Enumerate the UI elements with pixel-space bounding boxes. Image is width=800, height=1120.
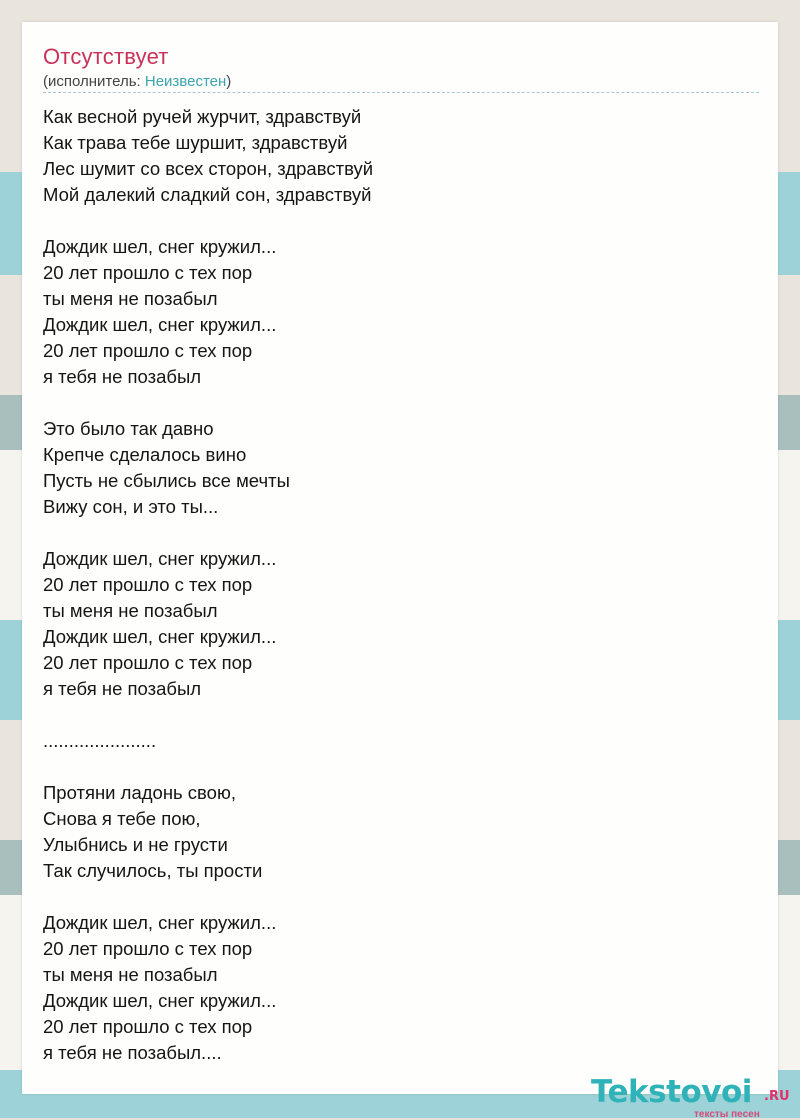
lyric-line: Это было так давно — [43, 418, 214, 439]
lyric-line: Дождик шел, снег кружил... — [43, 314, 277, 335]
lyric-blank-line — [43, 390, 743, 416]
lyric-blank-line — [43, 884, 743, 910]
lyric-line: Улыбнись и не грусти — [43, 834, 228, 855]
lyric-line: Дождик шел, снег кружил... — [43, 626, 277, 647]
lyrics-body — [43, 104, 743, 1066]
lyric-line: я тебя не позабыл — [43, 366, 202, 387]
lyric-line: Лес шумит со всех сторон, здравствуй — [43, 158, 374, 179]
lyric-line: ты меня не позабыл — [43, 600, 218, 621]
brand-tld: .RU — [764, 1089, 790, 1104]
lyric-line: Мой далекий сладкий сон, здравствуй — [43, 184, 372, 205]
artist-line — [43, 73, 231, 90]
lyric-blank-line — [43, 208, 743, 234]
lyric-line: 20 лет прошло с тех пор — [43, 574, 253, 595]
artist-link[interactable]: Неизвестен — [144, 73, 227, 90]
brand-name: Tekstovoi — [591, 1074, 752, 1110]
artist-suffix: ) — [226, 73, 232, 90]
lyric-line: ты меня не позабыл — [43, 288, 218, 309]
brand-logo[interactable] — [591, 1074, 800, 1118]
lyrics-card — [22, 22, 790, 1120]
lyric-line: Дождик шел, снег кружил... — [43, 548, 277, 569]
lyric-line: Вижу сон, и это ты... — [43, 496, 219, 517]
lyric-line: Протяни ладонь свою, — [43, 782, 236, 803]
lyric-line: Крепче сделалось вино — [43, 444, 247, 465]
lyric-line: я тебя не позабыл.... — [43, 1042, 222, 1063]
lyric-line: Дождик шел, снег кружил... — [43, 236, 277, 257]
artist-prefix: (исполнитель: — [43, 73, 145, 90]
song-title: Отсутствует — [43, 44, 169, 69]
lyric-blank-line — [43, 754, 743, 780]
brand-tagline: тексты песен — [694, 1109, 760, 1120]
lyric-line: ты меня не позабыл — [43, 964, 218, 985]
lyric-line: Дождик шел, снег кружил... — [43, 990, 277, 1011]
lyric-line: 20 лет прошло с тех пор — [43, 652, 253, 673]
lyric-line: Так случилось, ты прости — [43, 860, 263, 881]
lyric-line: 20 лет прошло с тех пор — [43, 938, 253, 959]
lyric-line: Пусть не сбылись все мечты — [43, 470, 290, 491]
lyric-line: ...................... — [43, 730, 157, 751]
divider — [43, 92, 759, 93]
lyric-line: Дождик шел, снег кружил... — [43, 912, 277, 933]
lyric-line: Как весной ручей журчит, здравствуй — [43, 106, 362, 127]
lyric-blank-line — [43, 520, 743, 546]
lyric-line: 20 лет прошло с тех пор — [43, 262, 253, 283]
lyric-blank-line — [43, 702, 743, 728]
lyric-line: Снова я тебе пою, — [43, 808, 201, 829]
lyric-line: я тебя не позабыл — [43, 678, 202, 699]
lyric-line: 20 лет прошло с тех пор — [43, 340, 253, 361]
lyric-line: Как трава тебе шуршит, здравствуй — [43, 132, 348, 153]
lyric-line: 20 лет прошло с тех пор — [43, 1016, 253, 1037]
